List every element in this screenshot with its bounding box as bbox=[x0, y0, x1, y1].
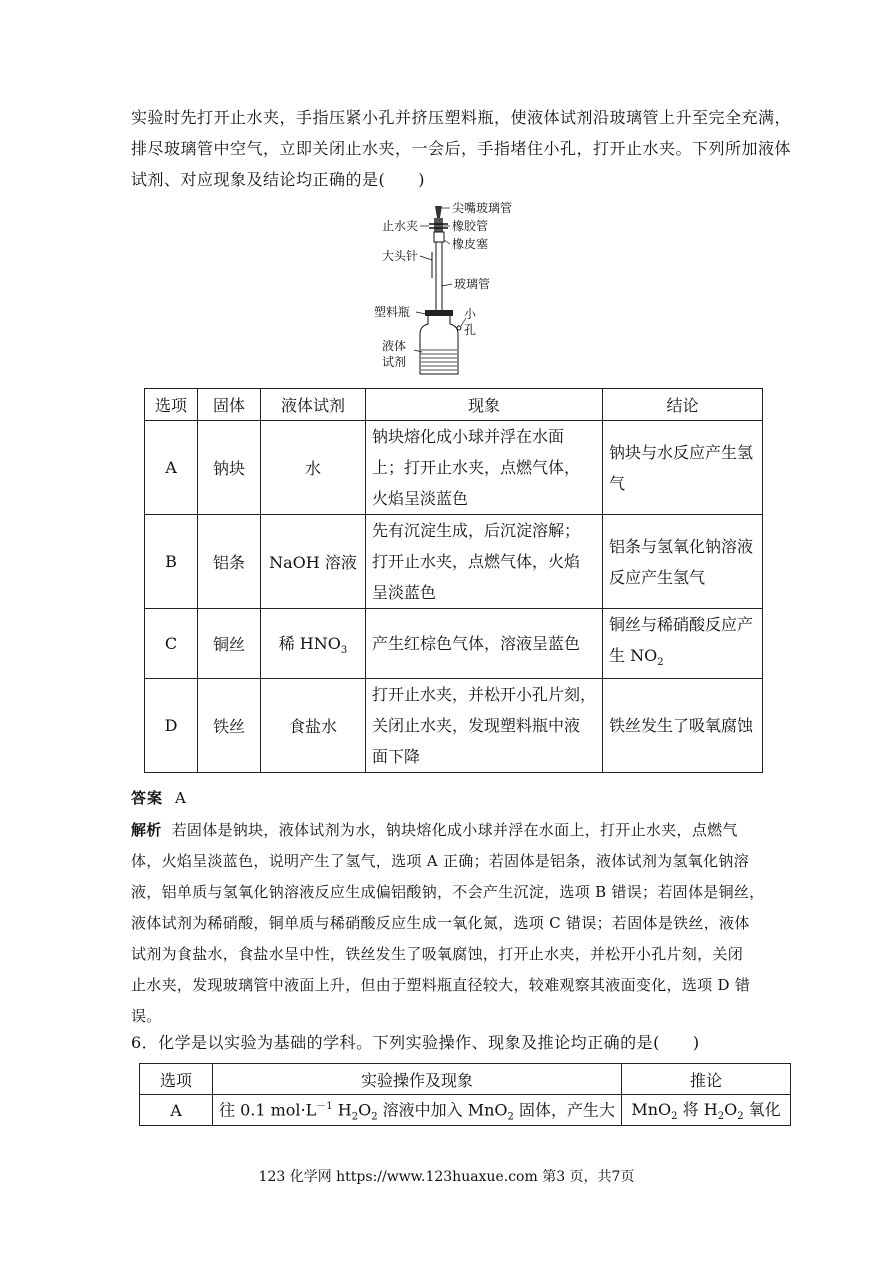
nozzle-tip bbox=[435, 206, 442, 218]
stem-line: 试剂、对应现象及结论均正确的是( ) bbox=[131, 170, 425, 189]
label-hole-2: 孔 bbox=[464, 323, 477, 337]
phenomenon-line: 呈淡蓝色 bbox=[372, 583, 437, 602]
conclusion-line: 反应产生氢气 bbox=[609, 567, 706, 587]
cell-solid: 铁丝 bbox=[198, 679, 261, 773]
cell-option: D bbox=[145, 679, 198, 773]
cell-conclusion bbox=[603, 609, 763, 679]
cell-option: A bbox=[140, 1095, 213, 1126]
stopper-shape bbox=[434, 232, 444, 242]
header-solid: 固体 bbox=[198, 389, 261, 421]
subscript: 2 bbox=[671, 1111, 678, 1123]
cell-conclusion bbox=[603, 421, 763, 515]
stem-line: 实验时先打开止水夹，手指压紧小孔并挤压塑料瓶，使液体试剂沿玻璃管上升至完全充满， bbox=[131, 108, 792, 127]
explanation-line: 液体试剂为稀硝酸，铜单质与稀硝酸反应生成一氧化氮，选项 C 错误；若固体是铁丝，液体 bbox=[131, 914, 750, 932]
answer-label: 答案 bbox=[131, 789, 164, 807]
glass-tube-shape bbox=[436, 242, 442, 312]
text-fragment: 溶液中加入 MnO bbox=[377, 1100, 508, 1120]
question-6: 6．化学是以实验为基础的学科。下列实验操作、现象及推论均正确的是( ) bbox=[131, 1033, 700, 1052]
label-nozzle: 尖嘴玻璃管 bbox=[452, 201, 513, 215]
header-option: 选项 bbox=[145, 389, 198, 421]
explanation-line: 体，火焰呈淡蓝色，说明产生了氢气，选项 A 正确；若固体是铝条，液体试剂为氢氧化钠溶 bbox=[131, 852, 749, 870]
phenomenon-line: 面下降 bbox=[372, 747, 421, 767]
label-pin: 大头针 bbox=[382, 249, 419, 263]
cell-solid: 钠块 bbox=[198, 421, 261, 515]
phenomenon-line: 打开止水夹，并松开小孔片刻， bbox=[372, 685, 597, 705]
conclusion-line bbox=[609, 640, 756, 678]
cell-phenomenon bbox=[366, 609, 603, 679]
page-footer: 123 化学网 https://www.123huaxue.com 第3 页，共7页 bbox=[258, 1169, 635, 1185]
table-row bbox=[145, 515, 763, 609]
subscript: 2 bbox=[371, 1111, 378, 1123]
cell-inference bbox=[622, 1095, 791, 1126]
stem-line: 排尽玻璃管中空气，立即关闭止水夹，一会后，手指堵住小孔，打开止水夹。下列所加液体 bbox=[131, 139, 792, 158]
explanation-line: 液，铝单质与氢氧化钠溶液反应生成偏铝酸钠，不会产生沉淀，选项 B 错误；若固体是铜丝， bbox=[131, 883, 765, 901]
label-rubber-tube: 橡胶管 bbox=[452, 219, 489, 233]
cell-operation bbox=[213, 1095, 622, 1126]
cell-liquid: 水 bbox=[261, 421, 366, 515]
text-fragment: MnO bbox=[631, 1100, 672, 1120]
subscript: 2 bbox=[351, 1111, 359, 1123]
explanation-line: 误。 bbox=[131, 1007, 162, 1025]
table-row bbox=[145, 609, 763, 679]
cell-conclusion bbox=[603, 515, 763, 609]
explanation-line: 止水夹，发现玻璃管中液面上升，但由于塑料瓶直径较大，较难观察其液面变化，选项 D 错 bbox=[131, 976, 751, 994]
text-fragment: 将 H bbox=[677, 1100, 718, 1120]
conclusion-line: 铜丝与稀硝酸反应产 bbox=[609, 615, 754, 634]
header-liquid: 液体试剂 bbox=[261, 389, 366, 421]
cell-liquid: 食盐水 bbox=[261, 679, 366, 773]
phenomenon-line: 关闭止水夹，发现塑料瓶中液 bbox=[372, 716, 581, 736]
label-glass-tube: 玻璃管 bbox=[454, 277, 491, 291]
text-fragment: H bbox=[332, 1100, 352, 1120]
text-fragment: 往 0.1 mol·L bbox=[219, 1100, 317, 1120]
label-bottle: 塑料瓶 bbox=[374, 305, 411, 319]
text-fragment: 固体，产生大 bbox=[513, 1100, 616, 1120]
phenomenon-line: 先有沉淀生成，后沉淀溶解； bbox=[372, 521, 581, 540]
label-hole-1: 小 bbox=[464, 307, 477, 321]
cell-solid: 铝条 bbox=[198, 515, 261, 609]
cell-liquid: NaOH 溶液 bbox=[261, 515, 366, 609]
text-fragment: 氧化 bbox=[743, 1100, 781, 1120]
header-inference: 推论 bbox=[622, 1064, 791, 1095]
liquid-text: 稀 HNO bbox=[278, 634, 341, 653]
cell-option: A bbox=[145, 421, 198, 515]
cell-phenomenon bbox=[366, 515, 603, 609]
conclusion-line: 钠块与水反应产生氢 bbox=[609, 442, 754, 462]
table-row bbox=[145, 421, 763, 515]
table-header-row bbox=[145, 389, 763, 421]
header-operation: 实验操作及现象 bbox=[213, 1064, 622, 1095]
subscript: 2 bbox=[657, 657, 664, 669]
rubber-tube-shape bbox=[434, 218, 443, 232]
cell-liquid bbox=[261, 609, 366, 679]
label-liquid-1: 液体 bbox=[382, 339, 407, 353]
apparatus-diagram bbox=[374, 200, 530, 380]
answer-value: A bbox=[175, 789, 187, 807]
bottle-shape bbox=[420, 316, 458, 374]
table-row bbox=[140, 1095, 791, 1126]
text-fragment: O bbox=[724, 1100, 738, 1120]
explanation-label: 解析 bbox=[131, 821, 162, 839]
cell-phenomenon bbox=[366, 679, 603, 773]
conclusion-line: 铝条与氢氧化钠溶液 bbox=[609, 536, 754, 556]
cell-option: C bbox=[145, 609, 198, 679]
conclusion-line: 气 bbox=[609, 473, 626, 493]
cell-option: B bbox=[145, 515, 198, 609]
label-liquid-2: 试剂 bbox=[382, 355, 407, 369]
bottle-cap bbox=[425, 310, 453, 316]
phenomenon-line: 产生红棕色气体，溶液呈蓝色 bbox=[372, 634, 581, 654]
explanation-block bbox=[131, 815, 771, 1032]
cell-conclusion bbox=[603, 679, 763, 773]
subscript: 2 bbox=[717, 1111, 725, 1123]
table-header-row bbox=[140, 1064, 791, 1095]
cell-phenomenon bbox=[366, 421, 603, 515]
cell-solid: 铜丝 bbox=[198, 609, 261, 679]
subscript: 2 bbox=[507, 1111, 514, 1123]
table-row bbox=[145, 679, 763, 773]
subscript: 3 bbox=[340, 645, 348, 657]
conclusion-text: 生 NO bbox=[609, 646, 658, 665]
label-stopper: 橡皮塞 bbox=[452, 237, 489, 251]
header-phenomenon: 现象 bbox=[366, 389, 603, 421]
question-6-table bbox=[139, 1063, 791, 1126]
text-fragment: O bbox=[358, 1100, 372, 1120]
explanation-line: 试剂为食盐水，食盐水呈中性，铁丝发生了吸氧腐蚀，打开止水夹，并松开小孔片刻，关闭 bbox=[131, 945, 744, 963]
explanation-line: 若固体是钠块，液体试剂为水，钠块熔化成小球并浮在水面上，打开止水夹，点燃气 bbox=[171, 821, 738, 839]
phenomenon-line: 火焰呈淡蓝色 bbox=[372, 489, 469, 508]
header-option: 选项 bbox=[140, 1064, 213, 1095]
conclusion-line: 铁丝发生了吸氧腐蚀 bbox=[609, 716, 754, 736]
answer-block bbox=[131, 787, 187, 808]
header-conclusion: 结论 bbox=[603, 389, 763, 421]
phenomenon-line: 打开止水夹，点燃气体，火焰 bbox=[372, 552, 581, 571]
small-hole bbox=[457, 326, 461, 330]
phenomenon-line: 上；打开止水夹，点燃气体， bbox=[372, 458, 581, 477]
label-clamp: 止水夹 bbox=[382, 219, 419, 233]
superscript: －1 bbox=[316, 1101, 333, 1113]
question-stem bbox=[131, 102, 792, 195]
options-table bbox=[144, 388, 763, 773]
subscript: 2 bbox=[737, 1111, 744, 1123]
phenomenon-line: 钠块熔化成小球并浮在水面 bbox=[372, 427, 565, 446]
